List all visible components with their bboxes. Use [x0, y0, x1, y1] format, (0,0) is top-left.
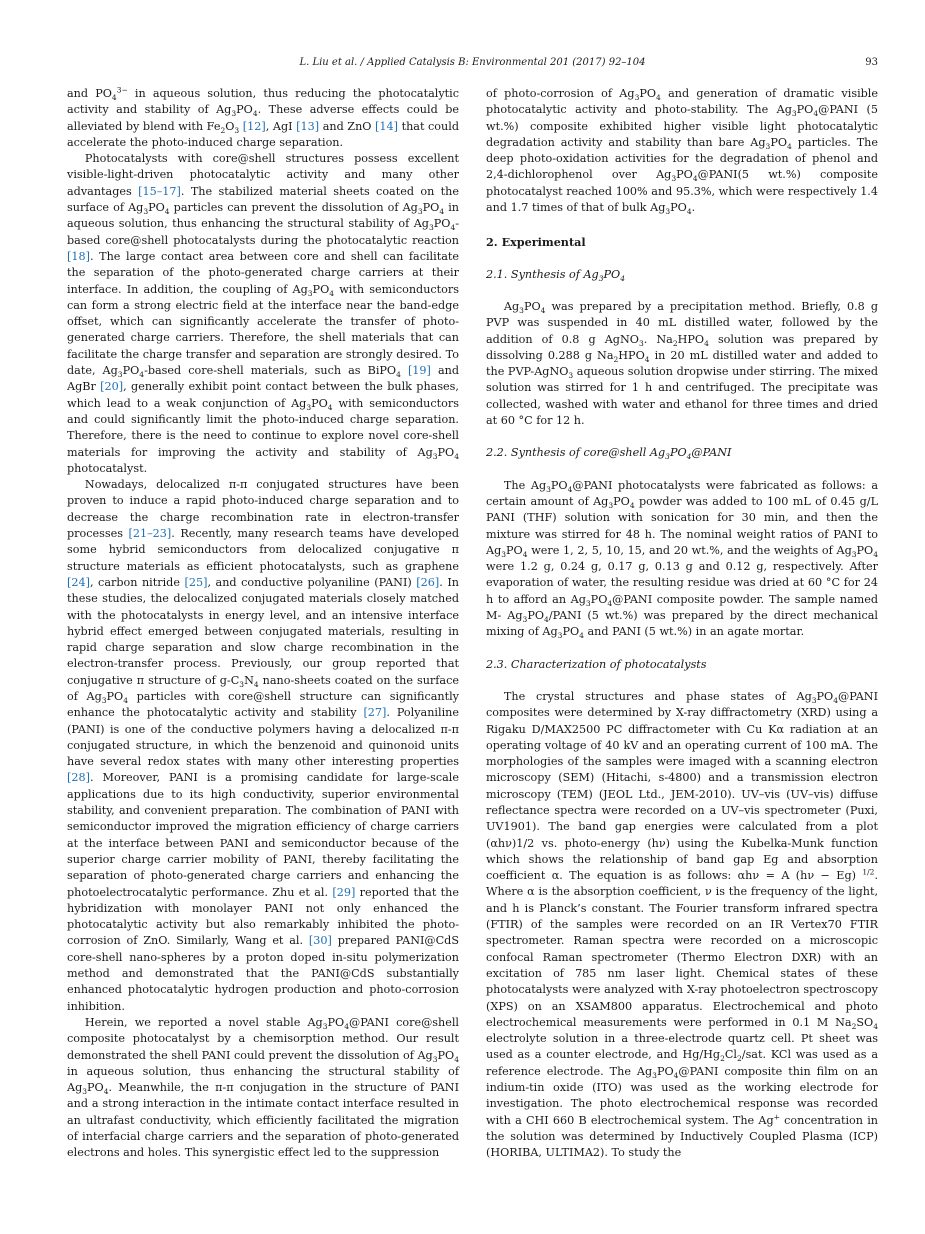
subscript: 4 [787, 142, 792, 152]
citation-link[interactable]: [21–23] [128, 527, 172, 541]
subscript: 3 [417, 207, 423, 217]
citation-link[interactable]: [28] [67, 771, 90, 785]
subscript: 3 [432, 1054, 438, 1064]
subsection-heading: 2.3. Characterization of photocatalysts [486, 657, 707, 671]
citation-link[interactable]: [29] [332, 885, 356, 899]
subsection-heading: 2.1. Synthesis of $Ag_3PO_4$ [486, 267, 625, 283]
subscript: 4 [833, 696, 839, 706]
subscript: 3 [598, 273, 604, 283]
subscript: 4 [396, 370, 401, 380]
subscript: 3 [811, 696, 817, 706]
subscript: 3 [501, 550, 507, 560]
subscript: 3 [568, 371, 574, 381]
subscript: 4 [450, 223, 456, 233]
subscript: 4 [673, 1070, 679, 1080]
subscript: 4 [620, 273, 625, 283]
subscript: 4 [644, 355, 650, 365]
subscript: 3 [665, 207, 671, 217]
subscript: 3 [522, 615, 528, 625]
subscript: 4 [692, 174, 698, 184]
subscript: 4 [522, 550, 528, 560]
subscript: 3 [101, 696, 107, 706]
subscript: 4 [686, 207, 692, 217]
page-number: 93 [865, 57, 878, 68]
running-header [67, 57, 878, 71]
subscript: 4 [111, 93, 117, 103]
citation-link[interactable]: [15–17] [138, 184, 181, 198]
left-column [67, 86, 459, 1162]
subscript: 4 [139, 370, 145, 380]
citation-link[interactable]: [14] [375, 119, 399, 133]
subscript: 4 [454, 451, 459, 461]
subscript: 2 [220, 125, 226, 135]
citation-link[interactable]: [19] [407, 364, 431, 378]
citation-link[interactable]: [27] [363, 706, 387, 720]
citation-link[interactable]: [25] [184, 575, 208, 589]
subscript: 3 [765, 142, 771, 152]
subscript: 4 [329, 288, 335, 298]
subscript: 3 [428, 223, 434, 233]
subscript: 4 [439, 207, 445, 217]
subscript: 3 [231, 109, 237, 119]
subscript: 4 [686, 452, 692, 462]
superscript: 1/2 [862, 867, 875, 877]
subscript: 3 [307, 288, 313, 298]
citation-link[interactable]: [26] [416, 575, 440, 589]
paragraph: of photo-corrosion of $Ag_3PO_4$ and generation of dramatic visible photocatalytic activity and photo-stability. The $Ag_3PO_4@PANI$ (5 wt.%) composite exhibited higher visible light photocatalytic degradation activity and stability than bare $Ag_3PO_4$ particles. The deep photo-oxidation activities for the degradation of phenol and 2,4-dichlorophenol over $Ag_3PO_4@PANI(5$ wt.%) composite photocatalyst reached 100% and 95.3%, which were respectively 1.4 and 1.7 times of that of bulk $Ag_3PO_4$. [486, 87, 879, 217]
subscript: 3 [608, 501, 614, 511]
subscript: 2 [613, 355, 619, 365]
subscript: 4 [327, 402, 333, 412]
subsection-heading: 2.2. Synthesis of core@shell $Ag_3PO_4@PANI$ [486, 446, 732, 462]
subscript: 4 [656, 93, 661, 103]
paragraph: Nowadays, delocalized π-π conjugated structures have been proven to induce a rapid photo-induced charge separation and to decrease the charge recombination rate in electron-transfer processes [21–23]. Recently, many research teams have developed some hybrid semiconductors from delocalized conjugative π structure materials as efficient photocatalysts, such as graphene [24], carbon nitride [25], and conductive polyaniline (PANI) [26]. In these studies, the delocalized conjugated materials closely matched with the photocatalysts in energy level, and an intensive interface hybrid effect emerged between conjugated materials, resulting in rapid charge separation and slow charge recombination in the electron-transfer process. Previously, our group reported that conjugative π structure of $g-C_3N_4$ nano-sheets coated on the surface of $Ag_3PO_4$ particles with core@shell structure can significantly enhance the photocatalytic activity and stability [27]. Polyaniline (PANI) is one of the conductive polymers having a delocalized π-π conjugated structure, in which the benzenoid and quinonoid units have several redox states with many other interesting properties [28]. Moreover, PANI is a promising candidate for large-scale applications due to its high conductivity, superior environmental stability, and convenient preparation. The combination of PANI with semiconductor improved the migration efficiency of charge carriers at the interface between PANI and semiconductor because of the superior charge carrier mobility of PANI, thereby facilitating the separation of photo-generated charge carriers and enhancing the photoelectrocatalytic performance. Zhu et al. [29] reported that the hybridization with monolayer PANI not only enhanced the photocatalytic activity but also remarkably inhibited the photo-corrosion of ZnO. Similarly, Wang et al. [30] prepared PANI@CdS core-shell nano-spheres by a proton doped in-situ polymerization method and demonstrated that the PANI@CdS substantially enhanced photocatalytic hydrogen production and photo-corrosion inhibition. [67, 478, 459, 1013]
subscript: 4 [164, 207, 170, 217]
subscript: 3 [671, 174, 677, 184]
subscript: 4 [873, 550, 878, 560]
subscript: 3 [652, 1070, 657, 1080]
subscript: 3 [322, 1022, 328, 1032]
subscript: 4 [873, 1022, 878, 1032]
subscript: 4 [813, 109, 819, 119]
superscript: + [773, 1111, 780, 1121]
subscript: 4 [704, 338, 709, 348]
subscript: 3 [791, 109, 797, 119]
subscript: 4 [579, 631, 584, 641]
paragraph: and $PO_4^{3-}$ in aqueous solution, thus reducing the photocatalytic activity and stability of $Ag_3PO_4$. These adverse effects could be alleviated by blend with $Fe_2O_3$ [12], AgI [13] and ZnO [14] that could accelerate the photo-induced charge separation. [67, 85, 459, 149]
citation-link[interactable]: [30] [308, 934, 332, 948]
running-title: L. Liu et al. / Applied Catalysis B: Environmental 201 (2017) 92–104 [299, 57, 646, 68]
subscript: 2 [720, 1054, 725, 1064]
citation-link[interactable]: [24] [67, 575, 90, 589]
subscript: 3 [546, 484, 551, 494]
subscript: 2 [851, 1022, 857, 1032]
paragraph: The $Ag_3PO_4@PANI$ photocatalysts were fabricated as follows: a certain amount of $Ag_3PO_4$ powder was added to 100 mL of 0.45 g/L PANI (THF) solution with sonication for 30 min, and then the mixture was stirred for 48 h. The nominal weight ratios of PANI to $Ag_3PO_4$ were 1, 2, 5, 10, 15, and 20 wt.%, and the weights of $Ag_3PO_4$ were 1.2 g, 0.24 g, 0.17 g, 0.13 g and 0.12 g, respectively. After evaporation of water, the resulting residue was dried at 60 °C for 24 h to afford an $Ag_3PO_4@PANI$ composite powder. The sample named M- $Ag_3PO_4$/PANI (5 wt.%) was prepared by the direct mechanical mixing of $Ag_3PO_4$ and PANI (5 wt.%) in an agate mortar. [486, 478, 879, 641]
subscript: 4 [252, 109, 258, 119]
citation-link[interactable]: [13] [296, 119, 320, 133]
subscript: 3 [557, 631, 563, 641]
paragraph: Photocatalysts with core@shell structures possess excellent visible-light-driven photocatalytic activity and many other advantages [15–17]. The stabilized material sheets coated on the surface of $Ag_3PO_4$ particles can prevent the dissolution of $Ag_3PO_4$ in aqueous solution, thus enhancing the structural stability of $Ag_3PO_4$-based core@shell photocatalysts during the photocatalytic reaction [18]. The large contact area between core and shell can facilitate the separation of the photo-generated charge carriers at their interface. In addition, the coupling of $Ag_3PO_4$ with semiconductors can form a strong electric field at the interface near the band-edge offset, which can significantly accelerate the transfer of photo-generated charge carriers. Therefore, the shell materials that can facilitate the charge transfer and separation are strongly desired. To date, $Ag_3PO_4$-based core-shell materials, such as BiPO$_4$ [19] and AgBr [20], generally exhibit point contact between the bulk phases, which lead to a weak conjunction of $Ag_3PO_4$ with semiconductors and could significantly limit the photo-induced charge separation. Therefore, there is the need to continue to explore novel core-shell materials for improving the activity and stability of $Ag_3PO_4$ photocatalyst. [67, 152, 459, 475]
right-column [486, 86, 878, 1162]
paragraph: Herein, we reported a novel stable $Ag_3PO_4@PANI$ core@shell composite photocatalyst by a chemisorption method. Our result demonstrated the shell PANI could prevent the dissolution of $Ag_3PO_4$ in aqueous solution, thus enhancing the structural stability of $Ag_3PO_4$. Meanwhile, the π-π conjugation in the structure of PANI and a strong interaction in the intimate contact interface resulted in an ultrafast conductivity, which efficiently facilitated the migration of interfacial charge carriers and the separation of photo-generated electrons and holes. This synergistic effect led to the suppression [67, 1015, 459, 1160]
subscript: 4 [544, 615, 549, 625]
subscript: 3 [634, 93, 640, 103]
subscript: 4 [123, 696, 128, 706]
subscript: 4 [253, 679, 259, 689]
superscript: 3− [116, 85, 128, 95]
subscript: 3 [432, 451, 438, 461]
paragraph: The crystal structures and phase states of $Ag_3PO_4@PANI$ composites were determined by X-ray diffractometry (XRD) using a Rigaku D/MAX2500 PC diffractometer with Cu Kα radiation at an operating voltage of 40 kV and an operating current of 100 mA. The morphologies of the samples were imaged with a scanning electron microscopy (SEM) (Hitachi, s-4800) and a transmission electron microscopy (TEM) (JEOL Ltd., JEM-2010). UV–vis (UV–vis) diffuse reflectance spectra were recorded on a UV–vis spectrometer (Puxi, UV1901). The band gap energies were calculated from a plot (αhν)1/2 vs. photo-energy (hν) using the Kubelka-Munk function which shows the relationship of band gap Eg and absorption coefficient α. The equation is as follows: αhν = A (hν − Eg) $^{1/2}$. Where α is the absorption coefficient, ν is the frequency of the light, and h is Planck’s constant. The Fourier transform infrared spectra (FTIR) of the samples were recorded on an IR Vertex70 FTIR spectrometer. Raman spectra were recorded on a microscopic confocal Raman spectrometer (Thermo Electron DXR) with an excitation of 785 nm laser light. Chemical states of these photocatalysts were analyzed with X-ray photoelectron spectroscopy (XPS) on an XSAM800 apparatus. Electrochemical and photo electrochemical measurements were performed in 0.1 M $Na_2SO_4$ electrolyte solution in a three-electrode quartz cell. Pt sheet was used as a counter electrode, and $Hg/Hg_2Cl_2$/sat. KCl was used as a reference electrode. The $Ag_3PO_4@PANI$ composite thin film on an indium-tin oxide (ITO) was used as the working electrode for investigation. The photo electrochemical response was recorded with a CHI 660 B electrochemical system. The Ag+ concentration in the solution was determined by Inductively Coupled Plasma (ICP) (HORIBA, ULTIMA2). To study the [486, 689, 878, 1160]
subscript: 3 [306, 402, 312, 412]
section-heading: 2. Experimental [486, 235, 586, 250]
subscript: 2 [737, 1054, 742, 1064]
subscript: 3 [851, 550, 857, 560]
subscript: 3 [585, 598, 591, 608]
subscript: 3 [143, 207, 149, 217]
subscript: 2 [672, 338, 678, 348]
subscript: 4 [103, 1087, 109, 1097]
subscript: 3 [519, 306, 524, 316]
subscript: 3 [234, 125, 240, 135]
subscript: 4 [607, 598, 613, 608]
subscript: 4 [629, 501, 635, 511]
subscript: 3 [239, 679, 245, 689]
citation-link[interactable]: [20] [100, 380, 124, 394]
subscript: 3 [665, 452, 670, 462]
subscript: 4 [540, 306, 546, 316]
subscript: 4 [344, 1022, 349, 1032]
subscript: 3 [82, 1087, 88, 1097]
subscript: 4 [567, 484, 573, 494]
citation-link[interactable]: [12] [242, 119, 266, 133]
paragraph: $Ag_3PO_4$ was prepared by a precipitation method. Briefly, 0.8 g PVP was suspended in 40 mL distilled water, followed by the addition of 0.8 g AgNO$_3$. $Na_2HPO_4$ solution was prepared by dissolving 0.288 g $Na_2HPO_4$ in 20 mL distilled water and added to the PVP-AgNO$_3$ aqueous solution dropwise under stirring. The mixed solution was stirred for 1 h and centrifuged. The precipitate was collected, washed with water and ethanol for three times and dried at 60 °C for 12 h. [486, 299, 879, 428]
subscript: 3 [117, 370, 123, 380]
subscript: 3 [638, 338, 644, 348]
subscript: 4 [454, 1054, 459, 1064]
citation-link[interactable]: [18] [67, 249, 90, 263]
